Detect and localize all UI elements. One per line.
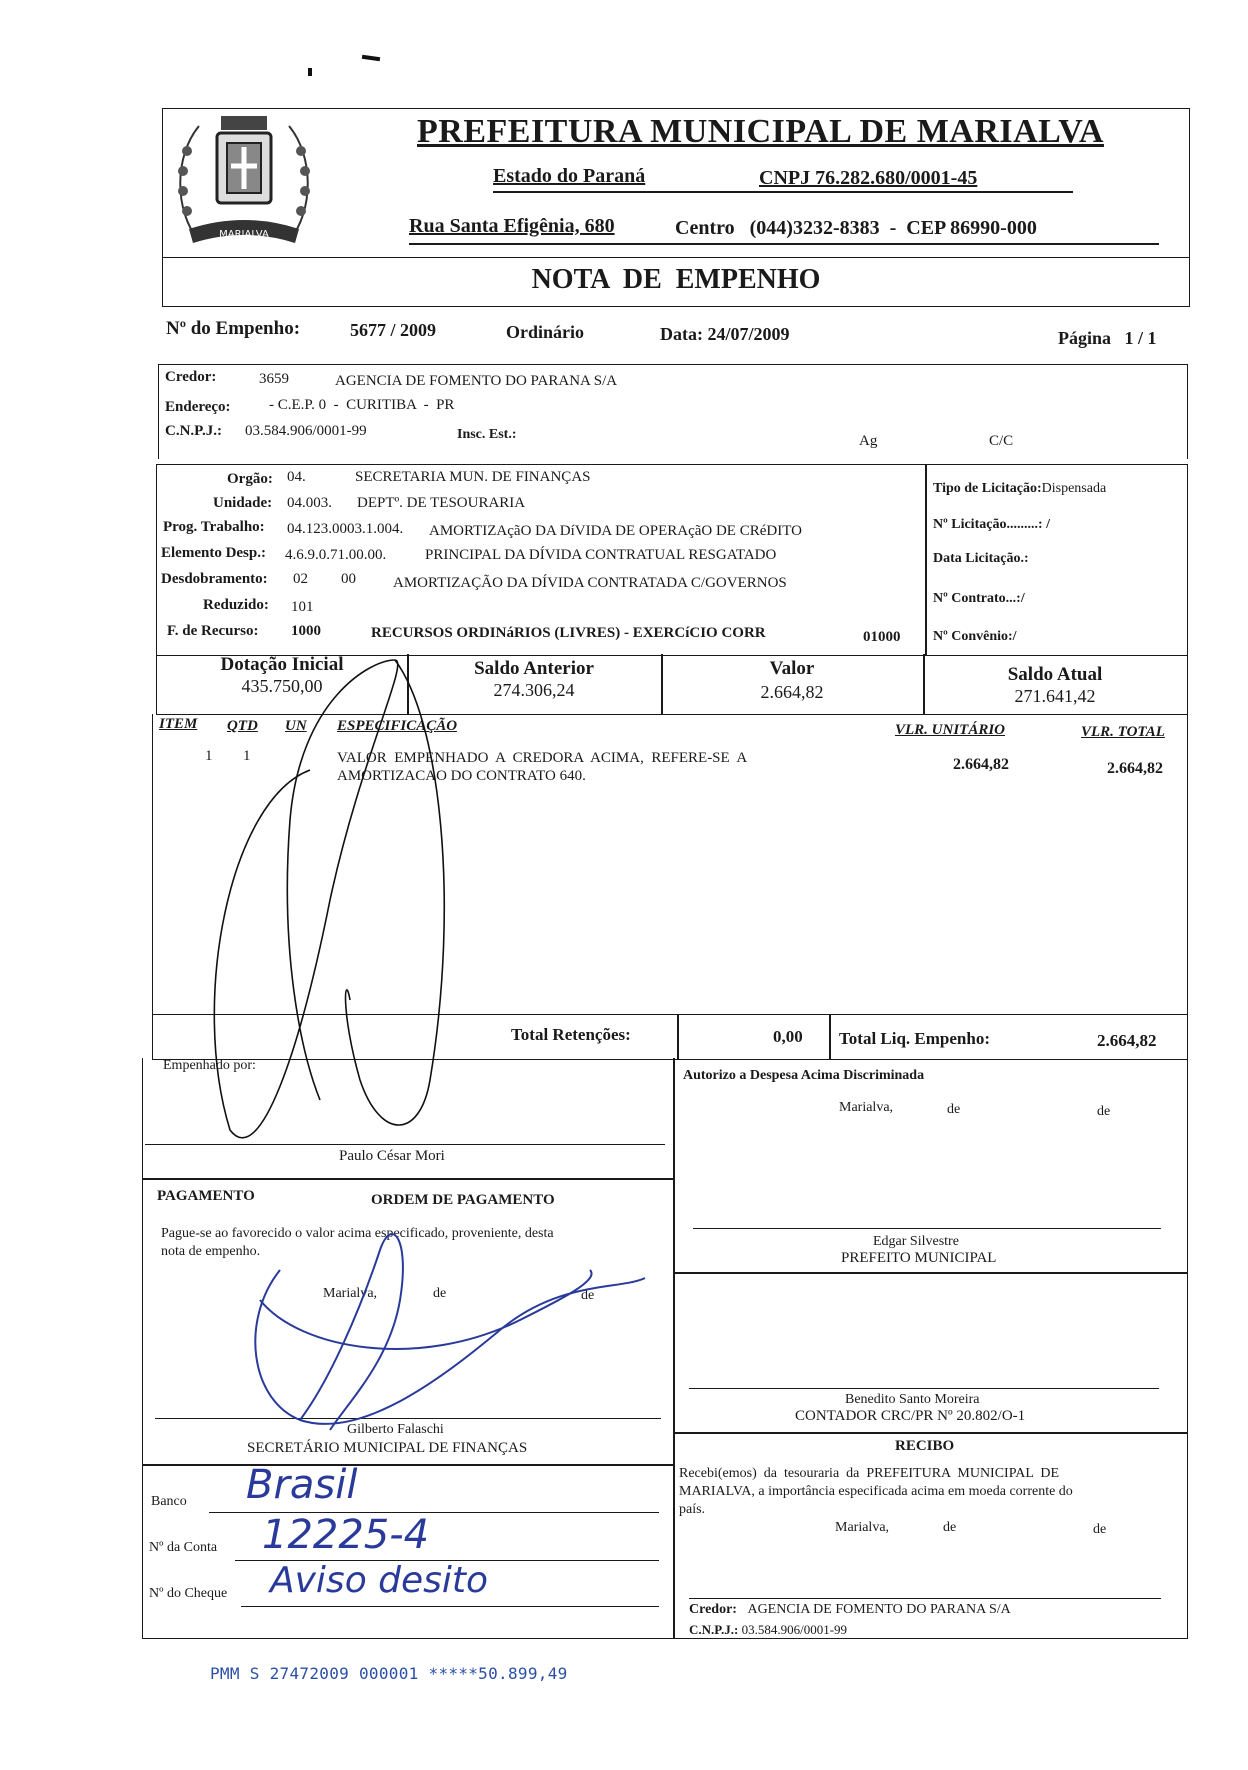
num-licitacao-label: Nº Licitação.........: /: [933, 517, 1050, 532]
cc-label: C/C: [989, 433, 1014, 449]
ordem-pagamento-label: ORDEM DE PAGAMENTO: [371, 1192, 555, 1208]
elem-value: PRINCIPAL DA DÍVIDA CONTRATUAL RESGATADO: [425, 547, 777, 563]
desd-value: AMORTIZAÇÃO DA DÍVIDA CONTRATADA C/GOVERNOS: [393, 575, 787, 591]
header-endereco: Centro (044)3232-8383 - CEP 86990-000: [675, 217, 1037, 239]
autorizo-de-2: de: [1097, 1104, 1111, 1119]
unidade-label: Unidade:: [213, 495, 273, 511]
saldo-anterior-value: 274.306,24: [493, 680, 575, 700]
endereco-value: - C.E.P. 0 - CURITIBA - PR: [269, 397, 455, 413]
recibo-de-1: de: [943, 1520, 957, 1535]
reduzido-label: Reduzido:: [203, 597, 269, 613]
recibo-cnpj: C.N.P.J.: 03.584.906/0001-99: [689, 1622, 848, 1637]
recibo-marialva: Marialva,: [835, 1520, 890, 1535]
empenho-numero: 5677 / 2009: [350, 320, 437, 340]
header-estado: Estado do Paraná: [493, 165, 646, 187]
saldo-atual-value: 271.641,42: [1014, 686, 1096, 706]
recibo-label: RECIBO: [895, 1438, 955, 1454]
valor-label: Valor: [769, 658, 815, 679]
bank-stamp: PMM S 27472009 000001 *****50.899,49: [210, 1664, 568, 1683]
empenhado-nome: Paulo César Mori: [339, 1148, 445, 1164]
contador-nome: Benedito Santo Moreira: [845, 1392, 980, 1407]
autorizo-cargo: PREFEITO MUNICIPAL: [841, 1250, 997, 1266]
prog-cod: 04.123.0003.1.004.: [287, 521, 404, 537]
recurso-cod2: 01000: [863, 629, 901, 645]
tipo-licitacao-value: Dispensada: [1041, 481, 1107, 496]
recibo-de-2: de: [1093, 1522, 1107, 1537]
empenhado-label: Empenhado por:: [163, 1058, 256, 1073]
orgao-label: Orgão:: [227, 471, 273, 487]
pagamento-de-2: de: [581, 1288, 595, 1303]
empenho-label: Nº do Empenho:: [166, 318, 301, 339]
col-espec: ESPECIFICAÇÃO: [337, 718, 458, 734]
unidade-value: DEPTº. DE TESOURARIA: [357, 495, 526, 511]
prog-value: AMORTIZAçãO DA DíVIDA DE OPERAçãO DE CRéDITO: [429, 523, 802, 539]
credor-codigo: 3659: [259, 371, 289, 387]
recurso-value: RECURSOS ORDINáRIOS (LIVRES) - EXERCíCIO CORR: [371, 625, 766, 641]
row-item: 1: [205, 748, 213, 764]
pagamento-texto-2: nota de empenho.: [161, 1244, 261, 1259]
unidade-cod: 04.003.: [287, 495, 332, 511]
elem-label: Elemento Desp.:: [161, 545, 266, 561]
credor-label: Credor:: [165, 369, 217, 385]
hw-conta: 12225-4: [262, 1512, 430, 1558]
header-cnpj: CNPJ 76.282.680/0001-45: [759, 167, 978, 189]
pagamento-marialva: Marialva,: [323, 1286, 378, 1301]
col-un: UN: [285, 718, 307, 734]
header-rua: Rua Santa Efigênia, 680: [409, 215, 615, 237]
endereco-label: Endereço:: [165, 399, 231, 415]
empenho-pagina: Página 1 / 1: [1058, 328, 1157, 348]
elem-cod: 4.6.9.0.71.00.00.: [285, 547, 387, 563]
doc-title: NOTA DE EMPENHO: [531, 264, 821, 295]
row-vunit: 2.664,82: [953, 756, 1009, 773]
pagamento-cargo: SECRETÁRIO MUNICIPAL DE FINANÇAS: [247, 1440, 528, 1456]
orgao-cod: 04.: [287, 469, 306, 485]
desd-cod1: 02: [293, 571, 308, 587]
pagamento-label: PAGAMENTO: [157, 1188, 255, 1204]
recibo-texto-2: MARIALVA, a importância especificada acima em moeda corrente do: [679, 1484, 1073, 1499]
orgao-value: SECRETARIA MUN. DE FINANÇAS: [355, 469, 591, 485]
pagamento-texto-1: Pague-se ao favorecido o valor acima especificado, proveniente, desta: [161, 1226, 554, 1241]
liquido-label: Total Liq. Empenho:: [839, 1029, 990, 1048]
saldo-anterior-label: Saldo Anterior: [474, 658, 594, 679]
convenio-label: Nº Convênio:/: [933, 629, 1017, 644]
svg-text:MARIALVA: MARIALVA: [219, 229, 269, 240]
contador-cargo: CONTADOR CRC/PR Nº 20.802/O-1: [795, 1408, 1026, 1424]
empenho-tipo: Ordinário: [506, 322, 585, 342]
col-qtd: QTD: [227, 718, 258, 734]
credor-nome: AGENCIA DE FOMENTO DO PARANA S/A: [335, 373, 618, 389]
autorizo-de-1: de: [947, 1102, 961, 1117]
desd-label: Desdobramento:: [161, 571, 268, 587]
cheque-label: Nº do Cheque: [149, 1586, 228, 1601]
data-licitacao-label: Data Licitação.:: [933, 551, 1029, 566]
header-title: PREFEITURA MUNICIPAL DE MARIALVA: [417, 113, 1104, 150]
retencoes-label: Total Retenções:: [511, 1025, 631, 1044]
cnpj-label: C.N.P.J.:: [165, 423, 222, 439]
conta-label: Nº da Conta: [149, 1540, 218, 1555]
pagamento-de-1: de: [433, 1286, 447, 1301]
contrato-label: Nº Contrato...:/: [933, 591, 1025, 606]
liquido-value: 2.664,82: [1097, 1031, 1157, 1050]
scan-mark: [308, 68, 312, 76]
retencoes-value: 0,00: [773, 1027, 803, 1046]
banco-label: Banco: [151, 1494, 187, 1509]
recibo-texto-1: Recebi(emos) da tesouraria da PREFEITURA MUNICIPAL DE: [679, 1466, 1060, 1481]
row-vtotal: 2.664,82: [1107, 760, 1163, 777]
hw-cheque: Aviso desito: [270, 1560, 489, 1601]
pagamento-nome: Gilberto Falaschi: [347, 1422, 444, 1437]
prog-label: Prog. Trabalho:: [163, 519, 265, 535]
recibo-texto-3: país.: [679, 1502, 706, 1517]
tipo-licitacao-label: Tipo de Licitação:Dispensada: [933, 481, 1107, 496]
empenho-data: Data: 24/07/2009: [660, 324, 790, 344]
autorizo-nome: Edgar Silvestre: [873, 1234, 959, 1249]
row-espec-2: AMORTIZACAO DO CONTRATO 640.: [337, 768, 586, 784]
dotacao-value: 435.750,00: [241, 676, 323, 696]
saldo-atual-label: Saldo Atual: [1007, 664, 1103, 685]
col-vtotal: VLR. TOTAL: [1081, 724, 1165, 740]
hw-banco: Brasil: [246, 1462, 358, 1508]
recurso-cod: 1000: [291, 623, 321, 639]
autorizo-label: Autorizo a Despesa Acima Discriminada: [683, 1068, 925, 1083]
dotacao-label: Dotação Inicial: [220, 654, 344, 675]
col-vunit: VLR. UNITÁRIO: [895, 722, 1006, 738]
row-qtd: 1: [243, 748, 251, 764]
ag-label: Ag: [859, 433, 878, 449]
recurso-label: F. de Recurso:: [167, 623, 259, 639]
row-espec-1: VALOR EMPENHADO A CREDORA ACIMA, REFERE-SE A: [337, 750, 748, 766]
desd-cod2: 00: [341, 571, 356, 587]
col-item: ITEM: [159, 716, 198, 732]
valor-value: 2.664,82: [760, 682, 824, 702]
cnpj-value: 03.584.906/0001-99: [245, 423, 367, 439]
insc-label: Insc. Est.:: [457, 427, 517, 442]
recibo-credor: Credor: AGENCIA DE FOMENTO DO PARANA S/A: [689, 1602, 1011, 1617]
reduzido-value: 101: [291, 599, 314, 615]
autorizo-marialva: Marialva,: [839, 1100, 894, 1115]
